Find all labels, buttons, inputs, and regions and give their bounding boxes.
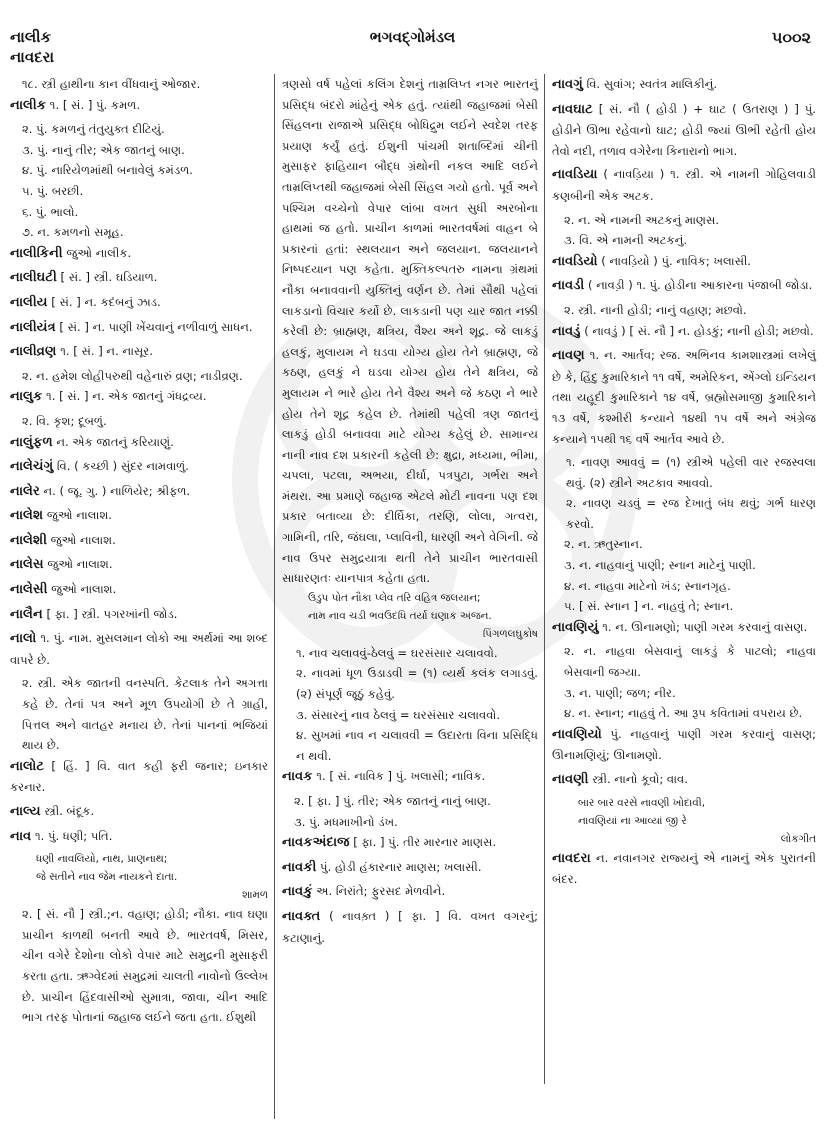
dictionary-entry bbox=[10, 95, 268, 117]
sense-definition: ૩. વિ. એ નામની અટકનું. bbox=[564, 233, 688, 248]
definition-text: ( નાવક઼્ત ) [ ફા. ] વિ. વખત વગરનું; કટાણાનું. bbox=[282, 908, 538, 945]
definition-text: ૧. [ સં. ] ન. એક જાતનું ગંધદ્રવ્ય. bbox=[42, 389, 207, 404]
definition-text: ( નાવડ઼િયો ) પું. નાવિક; ખલાસી. bbox=[597, 253, 751, 268]
headword: નાવક્ત bbox=[282, 908, 321, 924]
definition-text: સ્ત્રી. બંદૂક. bbox=[40, 804, 95, 818]
definition-text: ન. નવાનગર રાજ્યનું એ નામનું એક પુરાતની બંદર. bbox=[552, 850, 816, 887]
headword: નાવણિયું bbox=[552, 619, 599, 635]
headword: નાવ bbox=[10, 828, 32, 844]
idiom-definition: ૧. નાવણ આવવું = (૧) સ્ત્રીએ પહેલી વાર રજસ્વલા થવું. (૨) સ્ત્રીને અટકાવ આવવો. bbox=[566, 455, 816, 490]
sense-definition: ૨. ન. એ નામની અટકનું માણસ. bbox=[564, 212, 720, 227]
dictionary-entry bbox=[552, 251, 816, 273]
definition-text: પું. નાહવાનું પાણી ગરમ કરવાનું વાસણ; ઊનામણિયું; ઊનામણો. bbox=[552, 726, 816, 763]
definition-text: જુઓ નાલીક. bbox=[62, 245, 132, 260]
headword: નાલુંફળ bbox=[10, 434, 53, 450]
headword: નાવણી bbox=[552, 772, 589, 787]
headword: નાવદરા bbox=[552, 850, 591, 866]
definition-text: [ હિં. ] વિ. વાત કહી ફરી જનાર; ઇનકાર કરનાર. bbox=[10, 758, 268, 795]
book-title: ભગવદ્ગોમંડલ bbox=[369, 28, 456, 46]
dictionary-entry bbox=[552, 99, 816, 162]
verse-quotation: ધણી નાવલિયો, નાથ, પ્રાણનાથ; bbox=[36, 853, 168, 866]
headword: નાલીયંત્ર bbox=[10, 319, 56, 335]
quotation-source: પિંગળલઘુકોષ bbox=[482, 627, 538, 640]
dictionary-entry bbox=[10, 530, 268, 552]
dictionary-entry bbox=[552, 164, 816, 206]
headword: નાવકું bbox=[282, 884, 313, 900]
dictionary-column-3 bbox=[552, 74, 816, 893]
definition-text: ( નાવડ઼ી ) ૧. પું. હોડીના આકારના પંજાબી જોડા. bbox=[584, 278, 813, 293]
encyclopedic-paragraph: ત્રણસો વર્ષ પહેલાં કલિંગ દેશનું તામ્રલિપ્ત નગર ભારતનું પ્રસિદ્ધ બંદરો માંહેનું એક હતું. ત્યાંથી જહાજમાં બેસી સિંહલના રાજાએ પ્રસિદ્ધ બોધિદ્રુમ લઈને સ્વદેશ તરફ પ્રયાણ કર્યું હતું. ઈશુની પાંચમી શતાબ્દિમાં ચીની મુસાફર ફાહિયાન બૌદ્ધ ગ્રંથોની નકલ આદિ લઈને તામ્રલિપ્તથી જહાજમાં બેસી સિંહલ ગયો હતો. પૂર્વ અને પશ્ચિમ વચ્ચેનો વેપાર લાંબા વખત સુધી અરબોના હાથમાં જ હતો. પ્રાચીન કાળમાં ભારતવર્ષમાં વાહન બે પ્રકારનાં હતાં: સ્થલયાન અને જલયાન. જલયાનને નિષ્પદયાન પણ કહેતા. મુક્તિકલ્પતરુ નામના ગ્રંથમાં નૌકા બનાવવાની યુક્તિનું વર્ણન છે. તેમાં સૌથી પહેલાં લાકડાનો વિચાર કર્યો છે. લાકડાની પણ ચાર જાત નક્કી કરેલી છે: બ્રાહ્મણ, ક્ષત્રિય, વૈશ્ય અને શૂદ્ર. જે લાકડું હલકું, મુલાયમ ને ઘડવા યોગ્ય હોય તેને બ્રાહ્મણ, જે કઠણ, હલકું ને ઘડવા યોગ્ય હોય તેને ક્ષત્રિય, જે મુલાયમ ને ભારે હોય તેને વૈશ્ય અને જે કઠણ ને ભારે હોય તેને શૂદ્ર કહેલ છે. તેમાંથી પહેલી ત્રણ જાતનું લાકડું હોડી બનાવવા માટે યોગ્ય કહેલું છે. સામાન્ય નાની નાવ દશ પ્રકારની કહેલી છે: ક્ષુદ્રા, મધ્યમા, ભીમા, ચપલા, પટલા, અભયા, દીર્ઘા, પત્રપુટા, ગર્ભરા અને મંથરા. આ પ્રમાણે જહાજ એટલે મોટી નાવના પણ દશ પ્રકાર બતાવ્યા છે: દીર્ઘિકા, તરણિ, લોલા, ગત્વરા, ગામિની, તરિ, જંઘલા, પ્લાવિની, ધારણી અને વેગિની. જે નાવ ઉપર સમુદ્રયાત્રા થતી તેને પ્રાચીન ભારતવાસી સાધારણતઃ યાનપાત્ર કહેતા હતા. bbox=[282, 77, 538, 586]
definition-text: ( નાવડ઼િયા ) ૧. સ્ત્રી. એ નામની ગોહિલવાડી કણબીની એક અટક. bbox=[552, 167, 816, 203]
sense-definition: ૧૮. સ્ત્રી હાથીના કાન વીંધવાનું ઓજાર. bbox=[22, 77, 201, 91]
dictionary-entry bbox=[10, 801, 268, 823]
idiom-definition: ૩. સંસારનું નાવ ઠેલવું = ઘરસંસાર ચલાવવો. bbox=[296, 707, 501, 722]
verse-quotation: નામ નાવ ચડી ભવઉદધિ તર્યા ઘણાક અંજન. bbox=[308, 609, 492, 622]
headword: નાવગું bbox=[552, 77, 583, 92]
sense-definition: ૪. પું. નારિયેળમાંથી બનાવેલું કમંડળ. bbox=[22, 163, 193, 178]
headword: નાલીઘટી bbox=[10, 270, 57, 286]
dictionary-entry bbox=[552, 769, 816, 791]
headword: નાલેશ bbox=[10, 508, 44, 524]
dictionary-entry bbox=[10, 317, 268, 339]
definition-text: ૧. પું. ધણી; પતિ. bbox=[31, 828, 113, 843]
headword: નાલૈન bbox=[10, 606, 43, 622]
definition-text: પું. હોડી હંકારનાર માણસ; ખલાસી. bbox=[316, 859, 482, 874]
headword: નાલીવ્રણ bbox=[10, 344, 57, 360]
sense-definition: ૬. પું. ભાલો. bbox=[22, 204, 79, 219]
definition-text: વિ. ( કચ્છી ) સુંદર નામવાળું. bbox=[53, 459, 189, 474]
sense-definition: ૫. પું. બરછી. bbox=[22, 183, 84, 198]
column-divider bbox=[274, 74, 275, 1119]
headword: નાવક bbox=[282, 769, 313, 785]
dictionary-entry bbox=[10, 292, 268, 314]
page-number: ૫૦૦૨ bbox=[771, 28, 811, 47]
sense-definition: ૩. પું. મધમાખીનો ડંખ. bbox=[294, 814, 398, 829]
dictionary-entry bbox=[10, 432, 268, 454]
page-header bbox=[0, 0, 825, 70]
dictionary-entry bbox=[552, 617, 816, 639]
definition-text: ૧. [ સં. ] ન. નાસૂર. bbox=[56, 344, 153, 359]
dictionary-entry bbox=[282, 857, 538, 879]
dictionary-entry bbox=[282, 766, 538, 788]
dictionary-entry bbox=[552, 275, 816, 297]
quotation-source: શામળ bbox=[242, 889, 268, 902]
definition-text: [ સં. ] સ્ત્રી. ઘડિયાળ. bbox=[56, 270, 158, 285]
sense-definition: ૨. ન. હમેશ લોહીપરુથી વહેનારું વ્રણ; નાડીવ્રણ. bbox=[22, 368, 243, 383]
idiom-definition: ૨. નાવણ ચડવું = રજ દેખાતું બંધ થવું; ગર્ભ ધારણ કરવો. bbox=[566, 496, 816, 531]
headword: નાવણ bbox=[552, 348, 585, 364]
sense-definition: ૪. ન. નાહવા માટેનો ખંડ; સ્નાનગૃહ. bbox=[564, 578, 731, 593]
dictionary-entry bbox=[10, 481, 268, 503]
column-divider bbox=[544, 74, 545, 1084]
dictionary-entry bbox=[10, 456, 268, 478]
sense-definition: ૨. પું. કમળનું તંતુયુક્ત દીટિયું. bbox=[22, 122, 165, 137]
sense-definition: ૨. ન. ઋતુસ્નાન. bbox=[564, 537, 643, 552]
definition-text: ૧. ન. ઊનામણો; પાણી ગરમ કરવાનું વાસણ. bbox=[598, 619, 808, 634]
dictionary-entry bbox=[552, 345, 816, 449]
sense-definition: ૪. ન. સ્નાન; નાહવું તે. આ રૂપ કવિતામાં વપરાય છે. bbox=[564, 706, 803, 721]
definition-text: [ સં. ] ન. પાણી ખેંચવાનું નળીવાળું સાધન. bbox=[55, 319, 253, 334]
dictionary-entry bbox=[10, 579, 268, 601]
sense-definition: ૩. ન. પાણી; જળ; નીર. bbox=[564, 685, 676, 700]
definition-text: ( નાવડ઼ું ) [ સં. નૌ ] ન. હોડકું; નાની હોડી; મછવો. bbox=[580, 323, 814, 338]
dictionary-entry bbox=[10, 386, 268, 408]
definition-text: ૧. [ સં. નાવિક ] પું. ખલાસી; નાવિક. bbox=[312, 769, 486, 784]
sense-definition: ૫. [ સં. સ્નાન ] ન. નાહવું તે; સ્નાન. bbox=[564, 599, 734, 614]
definition-text: વિ. સુવાંગ; સ્વતંત્ર માલિકીનું. bbox=[582, 77, 718, 91]
headword: નાવડી bbox=[552, 278, 585, 294]
definition-text: જુઓ નાલાશ. bbox=[43, 508, 112, 523]
dictionary-entry bbox=[10, 554, 268, 576]
sense-definition: ૩. પું. નાનું તીર; એક જાતનું બાણ. bbox=[22, 142, 185, 157]
definition-text: ન. એક જાતનું કરિયાણું. bbox=[52, 434, 174, 449]
definition-text: અ. નિરાંતે; ફુરસદ મેળવીને. bbox=[312, 884, 446, 899]
definition-text: ૧. પું. નામ. મુસલમાન લોકો આ અર્થમાં આ શબ્દ વાપરે છે. bbox=[10, 631, 268, 667]
definition-text: ૧. ન. આર્તવ; રજ. અભિનવ કામશાસ્ત્રમાં લખેલું છે કે, હિંદુ કુમારિકાને ૧૧ વર્ષે, અમેરિકન, એંગ્લો ઇન્ડિયન તથા યહૂદી કુમારિકાને ૧૪ વર્ષે, બ્રહ્મોસમાજી કુમારિકાને ૧૩ વર્ષે, કશ્મીરી કન્યાને ૧૪થી ૧૫ વર્ષે અને અંગ્રેજ કન્યાને ૧૫થી ૧૬ વર્ષે આર્તવ આવે છે. bbox=[552, 348, 816, 446]
sense-definition: ૨. ન. નાહવા બેસવાનું લાકડું કે પાટલો; નાહવા બેસવાની જગ્યા. bbox=[564, 644, 816, 680]
idiom-definition: ૨. નાવમાં ધૂળ ઉડાડવી = (૧) વ્યર્થ કલંક લગાડવું. (૨) સંપૂર્ણ જૂઠું કહેવું. bbox=[296, 666, 538, 702]
headword: નાલેસી bbox=[10, 582, 48, 598]
dictionary-entry bbox=[10, 604, 268, 626]
dictionary-entry bbox=[10, 628, 268, 670]
dictionary-entry bbox=[282, 881, 538, 903]
headword: નાલેર bbox=[10, 483, 40, 499]
definition-text: ૧. [ સં. ] પું. કમળ. bbox=[46, 97, 141, 112]
sense-definition: ૨. સ્ત્રી. નાની હોડી; નાનું વહાણ; મછવો. bbox=[564, 302, 747, 317]
headword: નાલીકિની bbox=[10, 245, 63, 261]
dictionary-entry bbox=[552, 321, 816, 343]
idiom-definition: ૧. નાવ ચલાવવું-ઠેલવું = ઘરસંસાર ચલાવવો. bbox=[296, 645, 498, 660]
guide-word-last: નાવદરા bbox=[10, 48, 55, 66]
headword: નાલેચંગું bbox=[10, 459, 54, 475]
headword: નાલેશી bbox=[10, 532, 47, 548]
verse-quotation: જે સતીને નાવ જેમ નાયકને દાતા. bbox=[36, 871, 178, 884]
dictionary-entry bbox=[10, 826, 268, 848]
sense-definition: ૨. સ્ત્રી. એક જાતની વનસ્પતિ. કેટલાક તેને અગત્તા કહે છે. તેનાં પત્ર અને મૂળ ઉપયોગી છે તે ગ્રાહી, પિત્તલ અને વાતહર મનાય છે. તેનાં પાનનાં ભજિયાં થાય છે. bbox=[22, 676, 268, 753]
headword: નાલ્ય bbox=[10, 804, 41, 819]
headword: નાવકી bbox=[282, 859, 317, 875]
dictionary-entry bbox=[282, 832, 538, 854]
guide-word-first: નાલીક bbox=[10, 28, 52, 46]
dictionary-entry bbox=[10, 267, 268, 289]
headword: નાવકઅંદાજ bbox=[282, 835, 350, 851]
quotation-source: લોકગીત bbox=[780, 832, 816, 845]
headword: નાવણિયો bbox=[552, 726, 602, 742]
headword: નાવઘાટ bbox=[552, 101, 593, 117]
definition-text: જુઓ નાલાશ. bbox=[43, 557, 113, 572]
sense-definition: ૨. [ સં. નૌ ] સ્ત્રી.;ન. વહાણ; હોડી; નૌકા. નાવ ઘણા પ્રાચીન કાળથી બનતી આવે છે. ભારતવર્ષ, મિસર, ચીન વગેરે દેશોના લોકો વેપાર માટે સમુદ્રની મુસાફરી કરતા હતા. ઋગ્વેદમાં સમુદ્રમાં ચાલતી નાવોનો ઉલ્લેખ છે. પ્રાચીન હિંદવાસીઓ સુમાત્રા, જાવા, ચીન આદિ ભાગ તરફ પોતાનાં જહાજ લઈને જતા હતા. ઈશુથી bbox=[22, 907, 268, 1025]
verse-quotation: નાવણિયાં ના આવ્યાં જી રે bbox=[578, 814, 687, 827]
definition-text: [ ફા. ] સ્ત્રી. પગરખાંની જોડ. bbox=[42, 606, 178, 621]
headword: નાલીય bbox=[10, 294, 48, 310]
definition-text: જુઓ નાલાશ. bbox=[47, 582, 117, 597]
dictionary-column-1 bbox=[10, 74, 268, 1028]
verse-quotation: બાર બાર વરસે નાવણી ખોદાવી, bbox=[578, 796, 706, 809]
dictionary-entry bbox=[552, 848, 816, 890]
dictionary-entry bbox=[552, 724, 816, 766]
dictionary-column-2 bbox=[282, 74, 538, 951]
verse-quotation: ઉડુપ પોત નૌકા પ્લેવ તરિ વહિત્ર જલયાન; bbox=[308, 591, 481, 604]
headword: નાવડિયા bbox=[552, 167, 598, 183]
dictionary-entry bbox=[552, 74, 816, 96]
idiom-definition: ૪. સુખમાં નાવ ન ચલાવવી = ઉદારતા વિના પ્રસિદ્ધિ ન થવી. bbox=[296, 728, 538, 763]
sense-definition: ૨. [ ફા. ] પું. તીર; એક જાતનું નાનું બાણ. bbox=[294, 794, 491, 808]
headword: નાલીક bbox=[10, 97, 47, 113]
definition-text: [ ફા. ] પું. તીર મારનાર માણસ. bbox=[349, 835, 497, 850]
sense-definition: ૩. ન. નાહવાનું પાણી; સ્નાન માટેનું પાણી. bbox=[564, 558, 756, 573]
headword: નાવડું bbox=[552, 323, 581, 339]
definition-text: સ્ત્રી. નાનો કૂવો; વાવ. bbox=[588, 772, 688, 786]
dictionary-entry bbox=[10, 341, 268, 363]
dictionary-entry bbox=[10, 505, 268, 527]
dictionary-entry bbox=[10, 243, 268, 265]
headword: નાલુક bbox=[10, 389, 43, 405]
sense-definition: ૭. ન. કમળનો સમૂહ. bbox=[22, 225, 124, 240]
dictionary-entry bbox=[282, 906, 538, 948]
definition-text: ન. ( જૂ. ગુ. ) નાળિયેર; શ્રીફળ. bbox=[39, 483, 191, 498]
sense-definition: ૨. વિ. કૃશ; દૂબળું. bbox=[22, 413, 107, 428]
dictionary-entry bbox=[10, 756, 268, 798]
headword: નાલેસ bbox=[10, 557, 44, 573]
definition-text: [ સં. નૌ ( હોડી ) + ઘાટ ( ઉતરાણ ) ] પું. હોડીને ઊભા રહેવાનો ઘાટ; હોડી જ્યાં ઊભી રહેતી હોય તેવો નદી, તળાવ વગેરેના કિનારાનો ભાગ. bbox=[552, 101, 816, 158]
headword: નાલો bbox=[10, 631, 37, 647]
definition-text: જુઓ નાલાશ. bbox=[46, 532, 116, 547]
headword: નાલોટ bbox=[10, 758, 44, 774]
definition-text: [ સં. ] ન. કદંબનું ઝાડ. bbox=[47, 294, 161, 309]
headword: નાવડિયો bbox=[552, 253, 598, 269]
